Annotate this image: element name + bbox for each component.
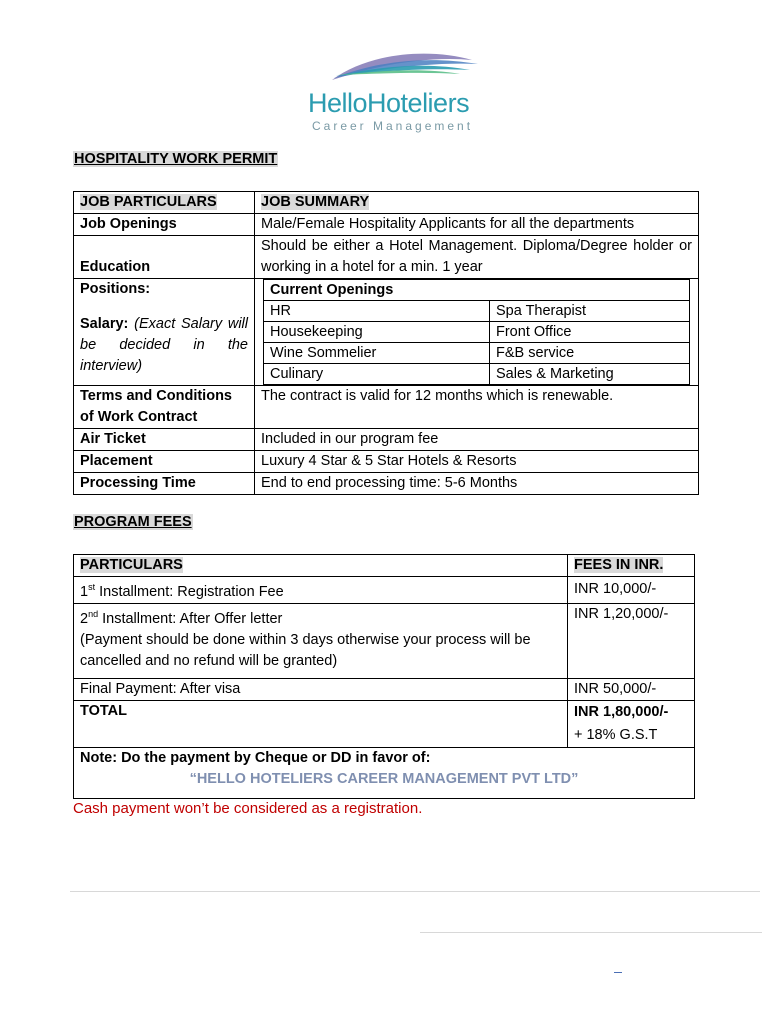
table-row	[74, 451, 699, 473]
placement-label: Placement	[74, 451, 255, 473]
air-ticket-label: Air Ticket	[74, 429, 255, 451]
program-fees-table	[73, 554, 695, 799]
job-openings-label: Job Openings	[74, 214, 255, 236]
terms-label: Terms and Conditions of Work Contract	[74, 386, 255, 429]
job-openings-value: Male/Female Hospitality Applicants for all the departments	[255, 214, 699, 236]
salary-label: Salary:	[80, 316, 129, 332]
placement-value: Luxury 4 Star & 5 Star Hotels & Resorts	[255, 451, 699, 473]
positions-label: Positions:	[80, 281, 151, 297]
air-ticket-value: Included in our program fee	[255, 429, 699, 451]
installment-1-label: 1st Installment: Registration Fee	[74, 577, 568, 604]
opening-wine-sommelier: Wine Sommelier	[264, 343, 490, 364]
job-summary-header: JOB SUMMARY	[261, 194, 370, 210]
table-row	[74, 236, 699, 279]
list-item	[264, 322, 690, 343]
table-row	[74, 429, 699, 451]
table-row	[74, 386, 699, 429]
education-value: Should be either a Hotel Management. Diploma/Degree holder or working in a hotel for a min. 1 year	[255, 236, 699, 279]
logo-wordmark: HelloHoteliers	[308, 88, 470, 118]
table-row	[74, 747, 695, 798]
table-row	[74, 700, 695, 747]
company-name: “HELLO HOTELIERS CAREER MANAGEMENT PVT LTD”	[189, 770, 579, 787]
list-item	[264, 301, 690, 322]
total-fee: INR 1,80,000/-	[574, 703, 669, 720]
footer-divider	[70, 891, 760, 892]
table-row	[74, 214, 699, 236]
current-openings-cell	[255, 279, 699, 386]
opening-spa-therapist: Spa Therapist	[490, 301, 690, 322]
company-logo	[300, 50, 500, 136]
cash-payment-notice: Cash payment won’t be considered as a registration.	[73, 800, 423, 817]
terms-value: The contract is valid for 12 months which is renewable.	[255, 386, 699, 429]
payment-note-cell	[74, 747, 695, 798]
table-header-row	[74, 192, 699, 214]
gst-note: + 18% G.S.T	[574, 726, 658, 743]
opening-sales-marketing: Sales & Marketing	[490, 364, 690, 385]
list-item	[264, 364, 690, 385]
logo-tagline: Career Management	[312, 119, 474, 133]
installment-1-fee: INR 10,000/-	[568, 577, 695, 604]
opening-fb-service: F&B service	[490, 343, 690, 364]
opening-front-office: Front Office	[490, 322, 690, 343]
final-payment-fee: INR 50,000/-	[568, 678, 695, 700]
installment-2-note: (Payment should be done within 3 days otherwise your process will be cancelled and no refund will be granted)	[80, 631, 531, 669]
opening-culinary: Culinary	[264, 364, 490, 385]
opening-hr: HR	[264, 301, 490, 322]
table-row	[74, 279, 699, 386]
installment-2-label: 2nd Installment: After Offer letter	[80, 608, 283, 627]
footer-mark	[614, 972, 622, 973]
fees-header: FEES IN INR.	[574, 557, 664, 573]
work-permit-table	[73, 191, 699, 495]
particulars-header: PARTICULARS	[80, 557, 183, 573]
table-row	[74, 603, 695, 678]
list-item	[264, 343, 690, 364]
table-row	[74, 473, 699, 495]
processing-time-label: Processing Time	[74, 473, 255, 495]
work-permit-heading: HOSPITALITY WORK PERMIT	[74, 151, 278, 167]
job-particulars-header: JOB PARTICULARS	[80, 194, 217, 210]
salary-note: (Exact Salary will be decided in the interview)	[80, 316, 248, 374]
payment-note: Note: Do the payment by Cheque or DD in favor of:	[80, 749, 431, 766]
final-payment-label: Final Payment: After visa	[74, 678, 568, 700]
total-fee-cell	[568, 700, 695, 747]
installment-2-cell	[74, 603, 568, 678]
current-openings-table	[263, 279, 690, 385]
table-row	[74, 577, 695, 604]
installment-2-fee: INR 1,20,000/-	[568, 603, 695, 678]
program-fees-heading: PROGRAM FEES	[74, 514, 192, 530]
total-label: TOTAL	[74, 700, 568, 747]
processing-time-value: End to end processing time: 5-6 Months	[255, 473, 699, 495]
education-label: Education	[74, 236, 255, 279]
table-header-row	[74, 555, 695, 577]
table-row	[74, 678, 695, 700]
opening-housekeeping: Housekeeping	[264, 322, 490, 343]
positions-cell	[74, 279, 255, 386]
current-openings-header: Current Openings	[264, 280, 690, 301]
footer-divider-short	[420, 932, 762, 933]
